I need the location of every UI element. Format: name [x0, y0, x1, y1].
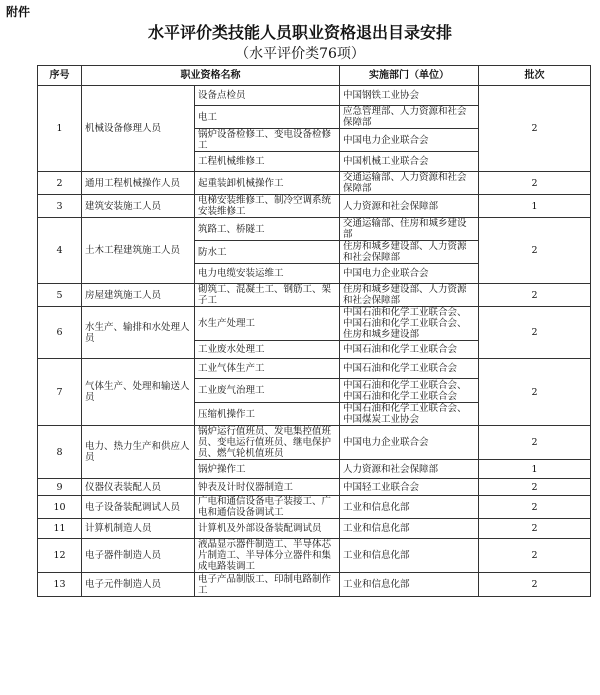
- qualification-name: 电梯安装维修工、制冷空调系统安装维修工: [195, 195, 340, 218]
- table-row: [38, 284, 591, 307]
- row-number: 5: [38, 284, 82, 307]
- table-row: [38, 573, 591, 597]
- qualification-table: [37, 65, 591, 597]
- qualification-name: 计算机及外部设备装配调试员: [195, 519, 340, 539]
- row-number: 11: [38, 519, 82, 539]
- batch-cell: 2: [479, 218, 591, 284]
- row-number: 2: [38, 172, 82, 195]
- implementing-department: 中国电力企业联合会: [340, 129, 479, 152]
- batch-cell: 1: [479, 195, 591, 218]
- occupation-category: 电力、热力生产和供应人员: [82, 426, 195, 479]
- row-number: 8: [38, 426, 82, 479]
- qualification-name: 电工: [195, 106, 340, 129]
- batch-cell: 2: [479, 307, 591, 359]
- implementing-department: 工业和信息化部: [340, 539, 479, 573]
- batch-cell: 1: [479, 460, 591, 479]
- batch-cell: 2: [479, 284, 591, 307]
- implementing-department: 人力资源和社会保障部: [340, 460, 479, 479]
- qualification-name: 锅炉设备检修工、变电设备检修工: [195, 129, 340, 152]
- qualification-name: 工业废气治理工: [195, 379, 340, 403]
- header-name: 职业资格名称: [82, 66, 340, 86]
- batch-cell: 2: [479, 86, 591, 172]
- row-number: 10: [38, 496, 82, 519]
- batch-cell: 2: [479, 479, 591, 496]
- occupation-category: 电子设备装配调试人员: [82, 496, 195, 519]
- implementing-department: 中国钢铁工业协会: [340, 86, 479, 106]
- qualification-name: 工程机械维修工: [195, 152, 340, 172]
- page-subtitle: （水平评价类76项）: [235, 46, 365, 62]
- implementing-department: 工业和信息化部: [340, 519, 479, 539]
- row-number: 1: [38, 86, 82, 172]
- occupation-category: 仪器仪表装配人员: [82, 479, 195, 496]
- table-header-row: [38, 66, 591, 86]
- header-batch: 批次: [479, 66, 591, 86]
- occupation-category: 建筑安装施工人员: [82, 195, 195, 218]
- table-row: [38, 519, 591, 539]
- table-row: [38, 426, 591, 460]
- implementing-department: 中国电力企业联合会: [340, 264, 479, 284]
- table-row: [38, 86, 591, 106]
- occupation-category: 机械设备修理人员: [82, 86, 195, 172]
- occupation-category: 电子器件制造人员: [82, 539, 195, 573]
- implementing-department: 应急管理部、人力资源和社会保障部: [340, 106, 479, 129]
- implementing-department: 中国机械工业联合会: [340, 152, 479, 172]
- qualification-name: 锅炉操作工: [195, 460, 340, 479]
- occupation-category: 气体生产、处理和输送人员: [82, 359, 195, 426]
- qualification-name: 压缩机操作工: [195, 403, 340, 426]
- implementing-department: 中国电力企业联合会: [340, 426, 479, 460]
- occupation-category: 水生产、输排和水处理人员: [82, 307, 195, 359]
- implementing-department: 住房和城乡建设部、人力资源和社会保障部: [340, 241, 479, 264]
- page-title: 水平评价类技能人员职业资格退出目录安排: [147, 23, 452, 42]
- row-number: 9: [38, 479, 82, 496]
- table-row: [38, 218, 591, 241]
- occupation-category: 电子元件制造人员: [82, 573, 195, 597]
- occupation-category: 房屋建筑施工人员: [82, 284, 195, 307]
- implementing-department: 中国石油和化学工业联合会: [340, 359, 479, 379]
- implementing-department: 中国石油和化学工业联合会、中国石油和化学工业联合会、住房和城乡建设部: [340, 307, 479, 341]
- qualification-name: 起重装卸机械操作工: [195, 172, 340, 195]
- table-row: [38, 479, 591, 496]
- row-number: 12: [38, 539, 82, 573]
- qualification-name: 工业气体生产工: [195, 359, 340, 379]
- qualification-name: 筑路工、桥隧工: [195, 218, 340, 241]
- table-row: [38, 359, 591, 379]
- implementing-department: 工业和信息化部: [340, 496, 479, 519]
- row-number: 3: [38, 195, 82, 218]
- implementing-department: 工业和信息化部: [340, 573, 479, 597]
- qualification-name: 砌筑工、混凝土工、钢筋工、架子工: [195, 284, 340, 307]
- implementing-department: 中国石油和化学工业联合会: [340, 341, 479, 359]
- qualification-name: 广电和通信设备电子装接工、广电和通信设备调试工: [195, 496, 340, 519]
- table-row: [38, 307, 591, 341]
- qualification-name: 液晶显示器件制造工、半导体芯片制造工、半导体分立器件和集成电路装调工: [195, 539, 340, 573]
- batch-cell: 2: [479, 426, 591, 460]
- batch-cell: 2: [479, 573, 591, 597]
- header-no: 序号: [38, 66, 82, 86]
- occupation-category: 土木工程建筑施工人员: [82, 218, 195, 284]
- qualification-name: 锅炉运行值班员、发电集控值班员、变电运行值班员、继电保护员、燃气轮机值班员: [195, 426, 340, 460]
- table-row: [38, 172, 591, 195]
- qualification-name: 电力电缆安装运维工: [195, 264, 340, 284]
- qualification-name: 钟表及计时仪器制造工: [195, 479, 340, 496]
- qualification-name: 防水工: [195, 241, 340, 264]
- qualification-name: 设备点检员: [195, 86, 340, 106]
- batch-cell: 2: [479, 496, 591, 519]
- implementing-department: 中国轻工业联合会: [340, 479, 479, 496]
- implementing-department: 住房和城乡建设部、人力资源和社会保障部: [340, 284, 479, 307]
- implementing-department: 交通运输部、人力资源和社会保障部: [340, 172, 479, 195]
- row-number: 7: [38, 359, 82, 426]
- implementing-department: 中国石油和化学工业联合会、中国石油和化学工业联合会: [340, 379, 479, 403]
- attachment-label: 附件: [6, 5, 31, 19]
- implementing-department: 中国石油和化学工业联合会、中国煤炭工业协会: [340, 403, 479, 426]
- table-row: [38, 539, 591, 573]
- table-row: [38, 496, 591, 519]
- occupation-category: 计算机制造人员: [82, 519, 195, 539]
- row-number: 13: [38, 573, 82, 597]
- batch-cell: 2: [479, 519, 591, 539]
- implementing-department: 人力资源和社会保障部: [340, 195, 479, 218]
- batch-cell: 2: [479, 359, 591, 426]
- header-dept: 实施部门（单位）: [340, 66, 479, 86]
- table-row: [38, 195, 591, 218]
- batch-cell: 2: [479, 172, 591, 195]
- occupation-category: 通用工程机械操作人员: [82, 172, 195, 195]
- batch-cell: 2: [479, 539, 591, 573]
- qualification-name: 工业废水处理工: [195, 341, 340, 359]
- row-number: 6: [38, 307, 82, 359]
- implementing-department: 交通运输部、住房和城乡建设部: [340, 218, 479, 241]
- qualification-name: 电子产品制版工、印制电路制作工: [195, 573, 340, 597]
- row-number: 4: [38, 218, 82, 284]
- qualification-name: 水生产处理工: [195, 307, 340, 341]
